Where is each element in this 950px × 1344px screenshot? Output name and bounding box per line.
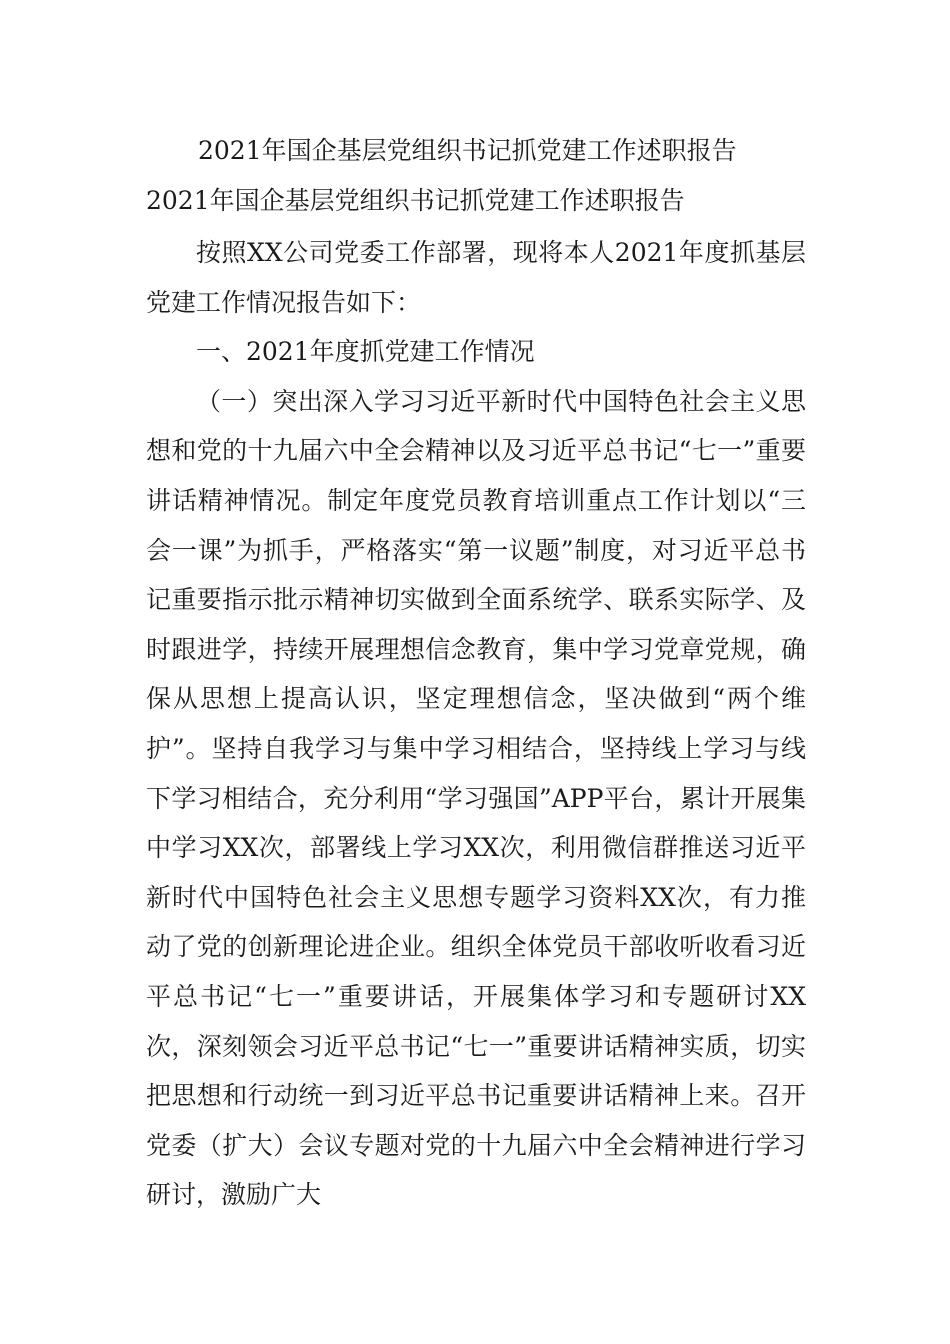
section-heading: 一、2021年度抓党建工作情况 xyxy=(196,337,535,367)
document-subtitle: 2021年国企基层党组织书记抓党建工作述职报告 xyxy=(146,186,685,215)
intro-paragraph: 按照XX公司党委工作部署，现将本人2021年度抓基层党建工作情况报告如下： xyxy=(146,238,806,317)
body-paragraph: （一）突出深入学习习近平新时代中国特色社会主义思想和党的十九届六中全会精神以及习近平总书记“七一”重要讲话精神情况。制定年度党员教育培训重点工作计划以“三会一课”为抓手，严格落实“第一议题”制度，对习近平总书记重要指示批示精神切实做到全面系统学、联系实际学、及时跟进学，持续开展理想信念教育，集中学习党章党规，确保从思想上提高认识，坚定理想信念，坚决做到“两个维护”。坚持自我学习与集中学习相结合，坚持线上学习与线下学习相结合，充分利用“学习强国”APP平台，累计开展集中学习XX次，部署线上学习XX次，利用微信群推送习近平新时代中国特色社会主义思想专题学习资料XX次，有力推动了党的创新理论进企业。组织全体党员干部收听收看习近平总书记“七一”重要讲话，开展集体学习和专题研讨XX次，深刻领会习近平总书记“七一”重要讲话精神实质，切实把思想和行动统一到习近平总书记重要讲话精神上来。召开党委（扩大）会议专题对党的十九届六中全会精神进行学习研讨，激励广大 xyxy=(146,386,806,1210)
document-body xyxy=(146,126,806,1220)
document-title: 2021年国企基层党组织书记抓党建工作述职报告 xyxy=(198,136,737,165)
